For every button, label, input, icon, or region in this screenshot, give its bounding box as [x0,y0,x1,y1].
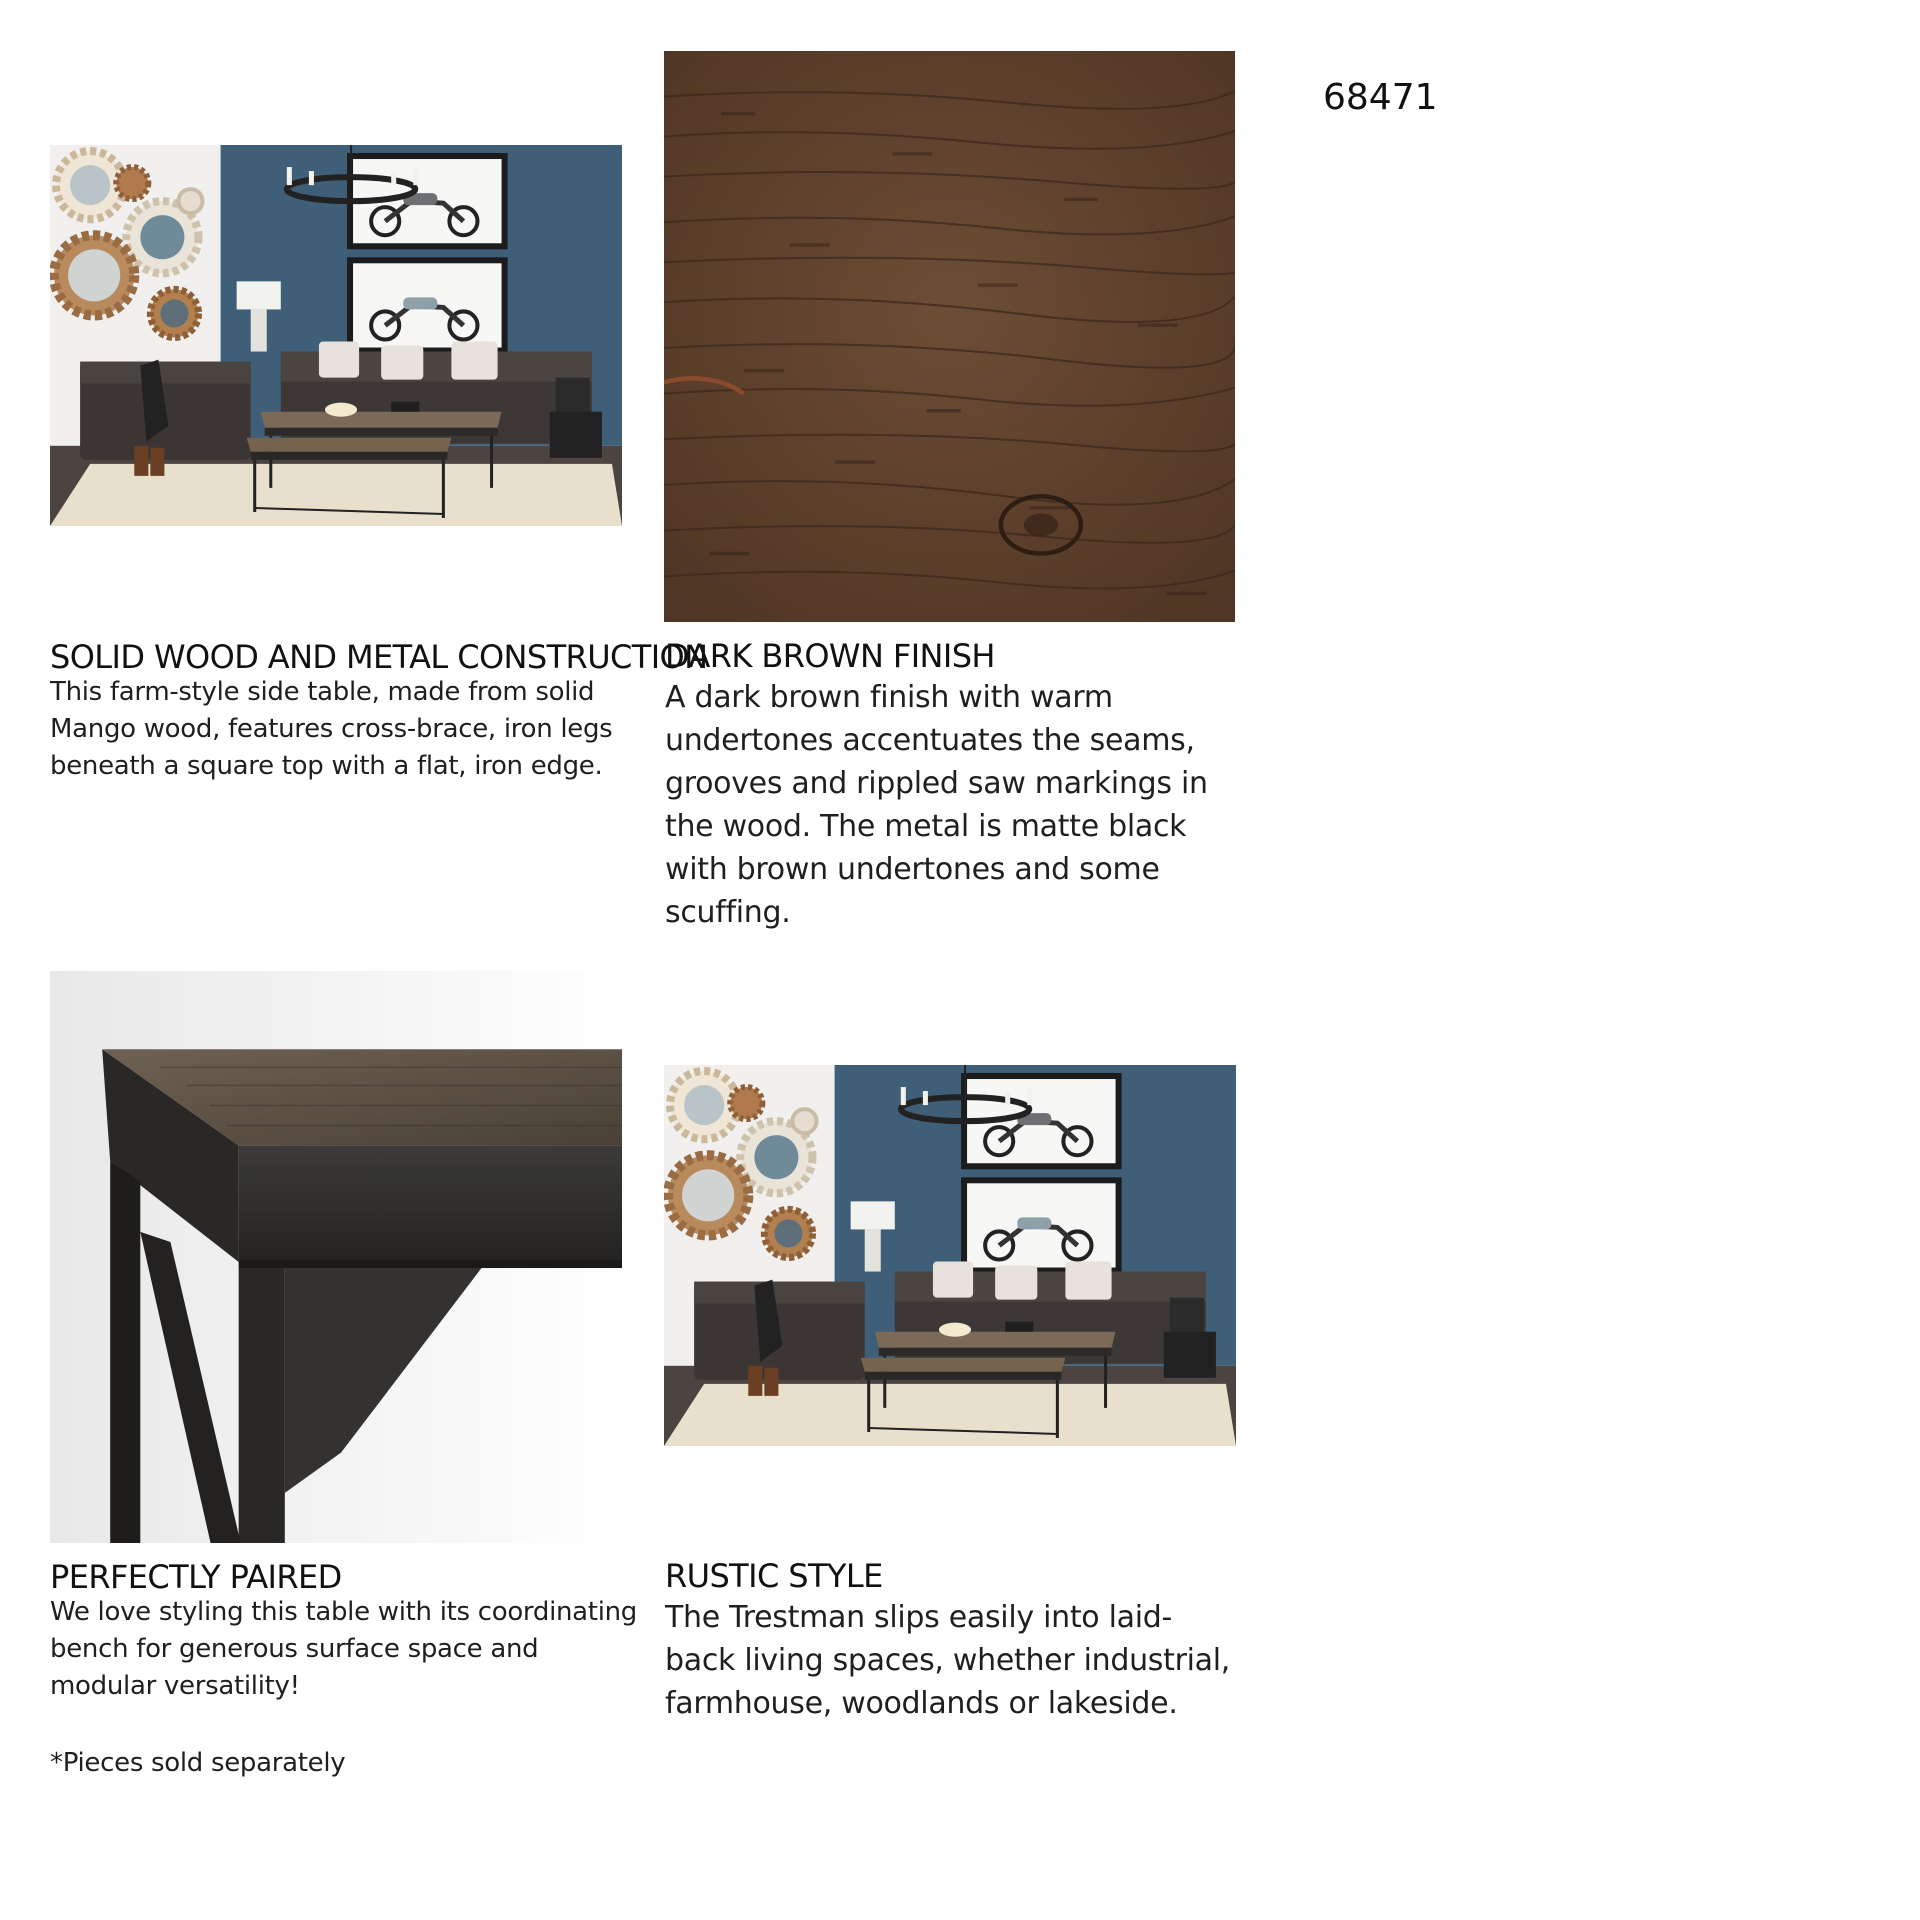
finish-body: A dark brown finish with warm undertones accentuates the seams, grooves and rippled saw markings in the wood. The metal is matte black with brown undertones and some scuffing. [665,680,1208,930]
table-corner-closeup [50,971,622,1543]
sold-separately-note: *Pieces sold separately [50,1748,346,1778]
wood-finish-swatch [664,51,1235,622]
living-room-photo [50,145,622,526]
living-room-photo-2 [664,1065,1236,1446]
finish-heading: DARK BROWN FINISH [665,637,995,675]
product-number: 68471 [1323,77,1438,118]
construction-heading: SOLID WOOD AND METAL CONSTRUCTION [50,638,708,676]
rustic-heading: RUSTIC STYLE [665,1557,883,1595]
rustic-body: The Trestman slips easily into laid-back living spaces, whether industrial, farmhouse, woodlands or lakeside. [665,1600,1231,1721]
construction-body: This farm-style side table, made from solid Mango wood, features cross-brace, iron legs beneath a square top with a flat, iron edge. [50,677,613,781]
paired-heading: PERFECTLY PAIRED [50,1558,342,1596]
paired-body: We love styling this table with its coordinating bench for generous surface space and modular versatility! [50,1597,638,1701]
